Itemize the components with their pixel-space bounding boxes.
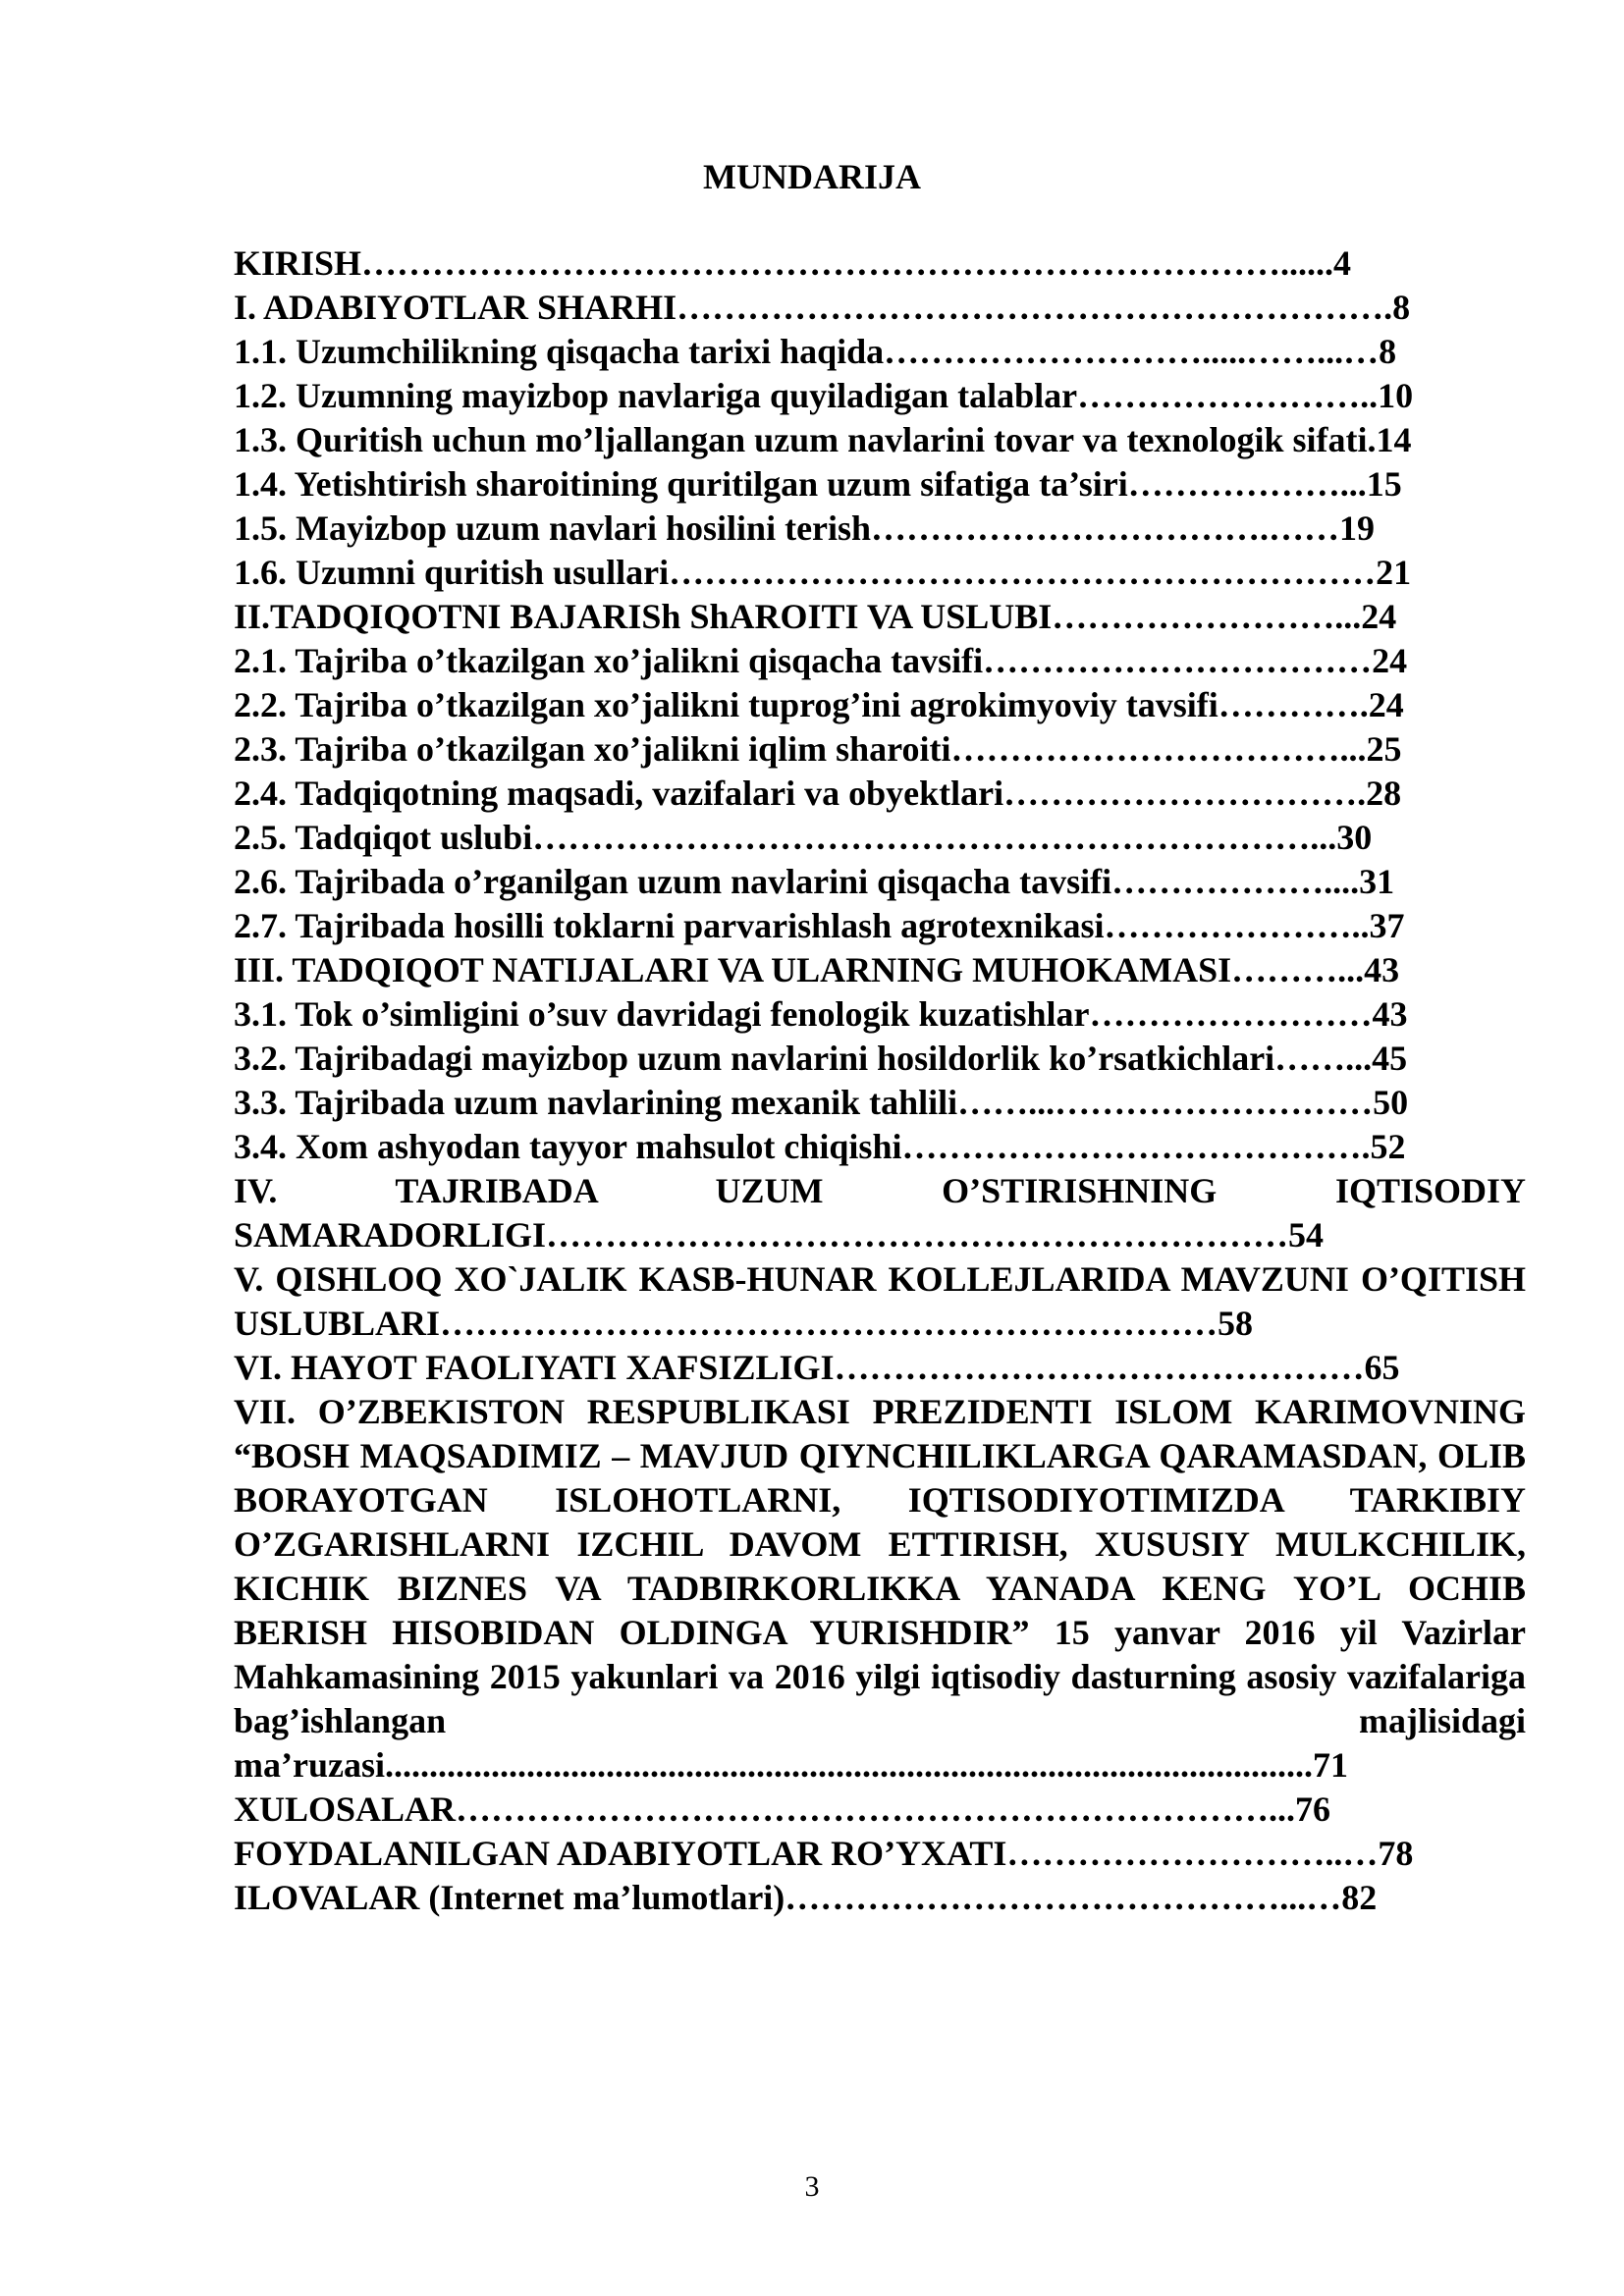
toc-entry-1-1: 1.1. Uzumchilikning qisqacha tarixi haqida……………………….....……...…8 — [234, 332, 1397, 371]
toc-entry-1-4: 1.4. Yetishtirish sharoitining quritilgan uzum sifatiga ta’siri………………...15 — [234, 464, 1402, 504]
toc-entry-chapter-1: I. ADABIYOTLAR SHARHI…………………………………………………….8 — [234, 288, 1411, 327]
toc-entry-chapter-6: VI. HAYOT FAOLIYATI XAFSIZLIGI………………………………………65 — [234, 1348, 1400, 1387]
toc-entry-chapter-4: IV. TAJRIBADA UZUM O’STIRISHNING IQTISODIY SAMARADORLIGI………………………………………………………54 — [234, 1171, 1535, 1255]
toc-entry-2-6: 2.6. Tajribada o’rganilgan uzum navlarini qisqacha tavsifi………………....31 — [234, 862, 1395, 901]
toc-entry-1-3: 1.3. Quritish uchun mo’ljallangan uzum navlarini tovar va texnologik sifati.14 — [234, 420, 1412, 459]
toc-entry-3-4: 3.4. Xom ashyodan tayyor mahsulot chiqishi………………………………….52 — [234, 1127, 1406, 1166]
toc-entry-kirish: KIRISH……………………………………………………………………......4 — [234, 243, 1352, 283]
toc-entry-ilovalar: ILOVALAR (Internet ma’lumotlari)……………………………………...…82 — [234, 1878, 1378, 1917]
toc-entry-3-2: 3.2. Tajribadagi mayizbop uzum navlarini hosildorlik ko’rsatkichlari……...45 — [234, 1039, 1408, 1078]
toc-entry-2-5: 2.5. Tadqiqot uslubi…………………………………………………………...30 — [234, 818, 1373, 857]
toc-entry-1-2: 1.2. Uzumning mayizbop navlariga quyiladigan talablar……………………..10 — [234, 376, 1414, 415]
toc-entry-2-4: 2.4. Tadqiqotning maqsadi, vazifalari va obyektlari………………………….28 — [234, 774, 1402, 813]
toc-entry-adabiyotlar: FOYDALANILGAN ADABIYOTLAR RO’YXATI………………………..…78 — [234, 1834, 1414, 1873]
toc-entry-2-2: 2.2. Tajriba o’tkazilgan xo’jalikni tuprog’ini agrokimyoviy tavsifi………….24 — [234, 685, 1404, 724]
toc-entry-1-5: 1.5. Mayizbop uzum navlari hosilini terish…………………………….……19 — [234, 508, 1376, 548]
toc-entry-chapter-2: II.TADQIQOTNI BAJARISh ShAROITI VA USLUBI……………………...24 — [234, 597, 1397, 636]
page-number: 3 — [804, 2170, 820, 2203]
toc-entry-chapter-7: VII. O’ZBEKISTON RESPUBLIKASI PREZIDENTI ISLOM KARIMOVNING “BOSH MAQSADIMIZ – MAVJUD QIYNCHILIKLARGA QARAMASDAN, OLIB BORAYOTGAN ISLOHOTLARNI, IQTISODIYOTIMIZDA TARKIBIY O’ZGARISHLARNI IZCHIL DAVOM ETTIRISH, XUSUSIY MULKCHILIK, KICHIK BIZNES VA TADBIRKORLIKKA YANADA KENG YO’L OCHIB BERISH HISOBIDAN OLDINGA YURISHDIR” 15 yanvar 2016 yil Vazirlar Mahkamasining 2015 yakunlari va 2016 yilgi iqtisodiy dasturning asosiy vazifalariga bag’ishlangan majlisidagi ma’ruzasi.........................................................................................................71 — [234, 1392, 1535, 1785]
toc-entry-3-3: 3.3. Tajribada uzum navlarining mexanik tahlili……...………………………50 — [234, 1083, 1409, 1122]
toc-entry-2-7: 2.7. Tajribada hosilli toklarni parvarishlash agrotexnikasi…………………..37 — [234, 906, 1405, 945]
toc-entry-1-6: 1.6. Uzumni quritish usullari……………………………………………………21 — [234, 553, 1412, 592]
toc-entry-xulosalar: XULOSALAR……………………………………………………………...76 — [234, 1789, 1331, 1829]
toc-entry-2-3: 2.3. Tajriba o’tkazilgan xo’jalikni iqlim sharoiti……………………………...25 — [234, 729, 1402, 769]
toc-entry-chapter-5: V. QISHLOQ XO`JALIK KASB-HUNAR KOLLEJLARIDA MAVZUNI O’QITISH USLUBLARI…………………………………………………………58 — [234, 1259, 1535, 1343]
toc-entry-3-1: 3.1. Tok o’simligini o’suv davridagi fenologik kuzatishlar……………………43 — [234, 994, 1408, 1034]
toc-entry-2-1: 2.1. Tajriba o’tkazilgan xo’jalikni qisqacha tavsifi……………………………24 — [234, 641, 1408, 680]
toc-entry-chapter-3: III. TADQIQOT NATIJALARI VA ULARNING MUHOKAMASI………...43 — [234, 950, 1400, 989]
table-of-contents — [234, 241, 1535, 1920]
page-title: MUNDARIJA — [703, 157, 921, 196]
